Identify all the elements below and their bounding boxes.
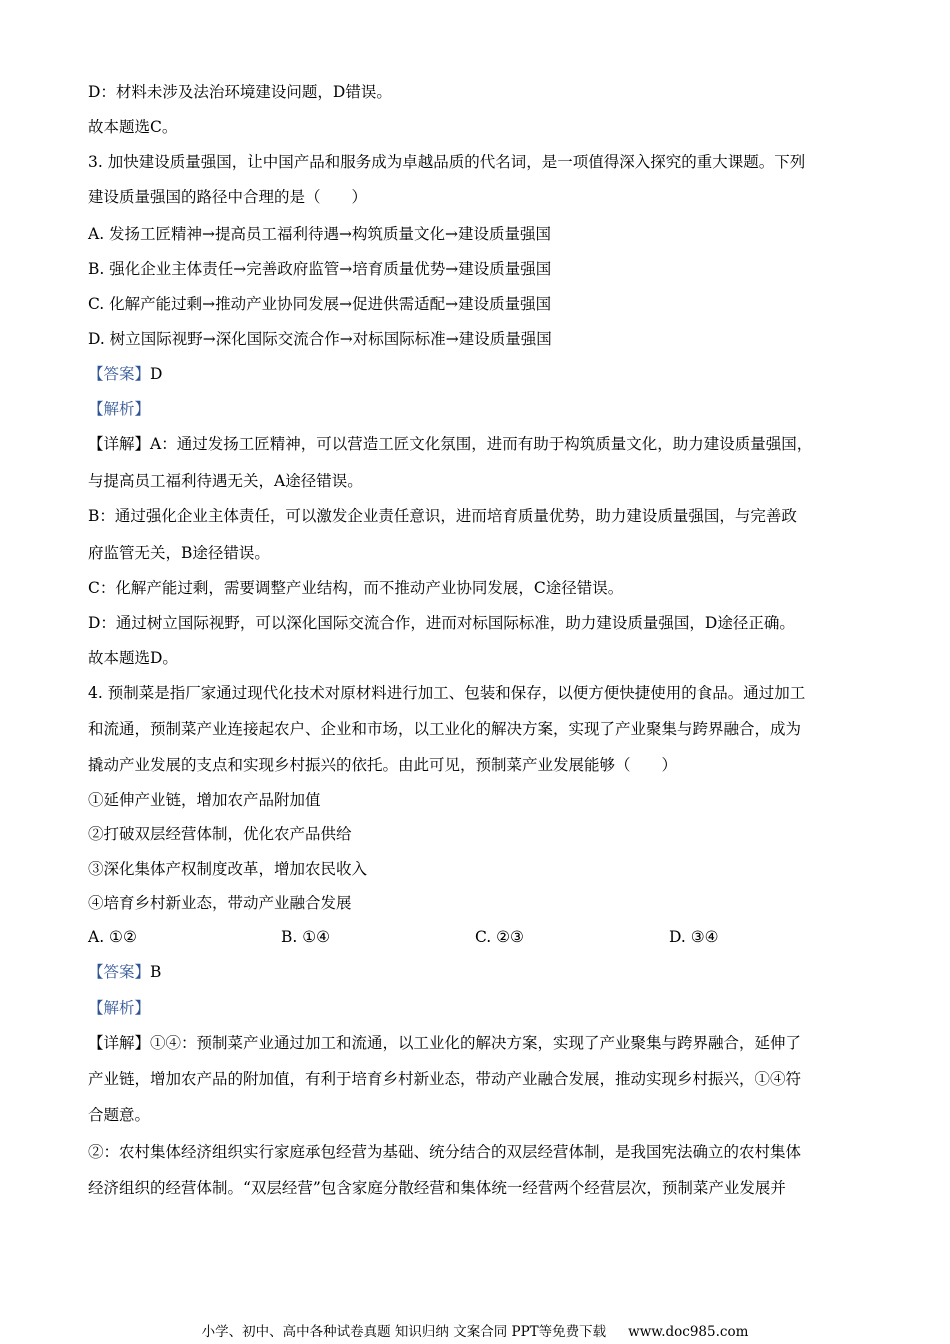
page-footer (0, 1323, 950, 1341)
q3-detail-b-line-2: 府监管无关，B途径错误。 (88, 544, 270, 562)
answer-tag: 【答案】 (88, 365, 151, 383)
q4-statement-1: ①延伸产业链，增加农产品附加值 (88, 791, 321, 809)
q3-detail-d: D：通过树立国际视野，可以深化国际交流合作，进而对标国际标准，助力建设质量强国，D途径正确。 (88, 614, 795, 632)
q2-conclusion: 故本题选C。 (88, 118, 178, 136)
q4-statement-3: ③深化集体产权制度改革，增加农民收入 (88, 860, 368, 878)
q3-answer (88, 363, 162, 385)
q4-answer (88, 961, 161, 983)
q4-stem-line-1: 4. 预制菜是指厂家通过现代化技术对原材料进行加工、包装和保存，以便方便快捷使用的食品。通过加工 (88, 684, 806, 702)
q2-option-d-explanation: D：材料未涉及法治环境建设问题，D错误。 (88, 83, 392, 101)
detail-tag: 【详解】 (88, 1034, 151, 1052)
q3-detail-b-line-1: B：通过强化企业主体责任，可以激发企业责任意识，进而培育质量优势，助力建设质量强国，与完善政 (88, 507, 797, 525)
q3-conclusion: 故本题选D。 (88, 649, 178, 667)
q4-choice-c: C. ②③ (475, 928, 524, 946)
answer-value: B (150, 963, 162, 981)
q3-option-a: A. 发扬工匠精神→提高员工福利待遇→构筑质量文化→建设质量强国 (88, 225, 552, 243)
q4-choice-b: B. ①④ (281, 928, 331, 946)
q3-analysis-tag: 【解析】 (88, 400, 151, 418)
q4-statement-4: ④培育乡村新业态，带动产业融合发展 (88, 894, 352, 912)
answer-tag: 【答案】 (88, 963, 151, 981)
q4-detail-14-line-3: 合题意。 (88, 1106, 151, 1124)
q3-stem-line-2: 建设质量强国的路径中合理的是（ ） (88, 188, 368, 206)
q4-choice-d: D. ③④ (669, 928, 719, 946)
q4-detail-14-line-2: 产业链，增加农产品的附加值，有利于培育乡村新业态，带动产业融合发展，推动实现乡村振兴，①④符 (88, 1070, 802, 1088)
q4-statement-2: ②打破双层经营体制，优化农产品供给 (88, 825, 352, 843)
q4-detail-14-line-1: 【详解】①④：预制菜产业通过加工和流通，以工业化的解决方案，实现了产业聚集与跨界融合，延伸了 (88, 1034, 802, 1052)
q4-stem-line-3: 撬动产业发展的支点和实现乡村振兴的依托。由此可见，预制菜产业发展能够（ ） (88, 756, 678, 774)
answer-value: D (150, 365, 163, 383)
footer-text: 小学、初中、高中各种试卷真题 知识归纳 文案合同 PPT等免费下载 (201, 1324, 607, 1340)
q3-stem-line-1: 3. 加快建设质量强国，让中国产品和服务成为卓越品质的代名词，是一项值得深入探究的重大课题。下列 (88, 153, 806, 171)
q3-detail-a-line-1: 【详解】A：通过发扬工匠精神，可以营造工匠文化氛围，进而有助于构筑质量文化，助力建设质量强国， (88, 435, 813, 453)
q4-detail-2-line-2: 经济组织的经营体制。“双层经营”包含家庭分散经营和集体统一经营两个经营层次，预制菜产业发展并 (88, 1179, 786, 1197)
detail-tag: 【详解】 (88, 435, 151, 453)
q3-option-c: C. 化解产能过剩→推动产业协同发展→促进供需适配→建设质量强国 (88, 295, 552, 313)
q4-stem-line-2: 和流通，预制菜产业连接起农户、企业和市场，以工业化的解决方案，实现了产业聚集与跨界融合，成为 (88, 720, 802, 738)
q3-option-d: D. 树立国际视野→深化国际交流合作→对标国际标准→建设质量强国 (88, 330, 552, 348)
q3-detail-c: C：化解产能过剩，需要调整产业结构，而不推动产业协同发展，C途径错误。 (88, 579, 624, 597)
q4-analysis-tag: 【解析】 (88, 999, 151, 1017)
q4-detail-2-line-1: ②：农村集体经济组织实行家庭承包经营为基础、统分结合的双层经营体制，是我国宪法确立的农村集体 (88, 1143, 802, 1161)
footer-site-link[interactable]: www.doc985.com (628, 1324, 749, 1340)
q4-choice-a: A. ①② (88, 928, 137, 946)
q3-detail-a-line-2: 与提高员工福利待遇无关，A途径错误。 (88, 472, 363, 490)
q3-option-b: B. 强化企业主体责任→完善政府监管→培育质量优势→建设质量强国 (88, 260, 552, 278)
